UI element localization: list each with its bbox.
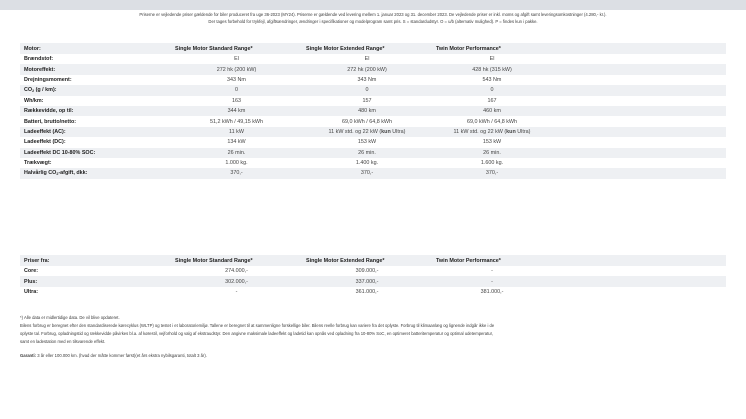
cell: 11 kW std. og 22 kW (kun Ultra) <box>432 127 552 137</box>
row-label: $CO_2$ (g / km): <box>20 85 171 95</box>
price-header-row <box>20 255 726 266</box>
row-label: Core: <box>24 268 39 275</box>
disclaimer-line-2: Der tages forbehold for trykfejl, afgiftsændringer, ændringer i specifikationer og modelprogram samt pris. S = standardudstyr. O = u/b (alternativ mulighed). P = findes kun i pakke. <box>208 18 538 24</box>
cell: 0 <box>171 85 302 95</box>
cell: 51,2 kWh / 49,15 kWh <box>209 118 264 125</box>
cell: 11 kW <box>171 127 302 137</box>
cell: 460 km <box>432 106 552 116</box>
cell: 0 <box>432 85 552 95</box>
cell: 69,0 kWh / 64,8 kWh <box>341 118 393 125</box>
cell: - <box>432 276 552 286</box>
table-row <box>20 106 726 116</box>
table-row <box>20 85 726 95</box>
table-row <box>20 116 726 126</box>
cell: 0 <box>302 85 432 95</box>
top-bar <box>0 0 746 10</box>
table-row <box>20 96 726 106</box>
price-header-label: Priser fra: <box>20 255 171 266</box>
spec-header-label: Motor: <box>20 43 171 54</box>
spec-col-standard: Single Motor Standard Range* <box>171 43 302 54</box>
row-label: Drejningsmoment: <box>24 76 72 83</box>
disclaimer-line-1: Priserne er vejledende priser gældende for biler produceret fra uge 36-2023 (MY24). Priserne er gældende ved levering mellem 1. januar 2023 og 31. december 2023. De vejledende priser er inkl. moms og afgift samt leveringsomkostninger (4.280,- kr.). <box>139 12 607 17</box>
cell: 302.000,- <box>171 276 302 286</box>
row-label: Motoreffekt: <box>20 64 171 74</box>
row-label: Plus: <box>20 276 171 286</box>
spec-header-row <box>20 43 726 54</box>
cell: - <box>491 268 493 275</box>
note-provisional: *) Alle data er midlertidige data. De vil blive opdateret. <box>20 315 120 320</box>
price-col-standard: Single Motor Standard Range* <box>171 255 302 266</box>
row-label: Ladeeffekt DC 10-80% SOC: <box>20 148 171 158</box>
cell: 274.000,- <box>225 268 248 275</box>
cell: 272 hk (200 kW) <box>302 64 432 74</box>
row-label: Rækkevidde, op til: <box>20 106 171 116</box>
cell: 343 Nm <box>357 76 377 83</box>
cell: 361.000,- <box>355 288 379 295</box>
guarantee-note: Garanti: 3 år eller 100.000 km. (hvad der måtte kommer først)(et års ekstra nybilsgaranti, totalt 3 år). <box>20 353 207 358</box>
cell: 272 hk (200 kW) <box>171 64 302 74</box>
row-label: Halvårlig $CO_2$-afgift, dkk: <box>20 168 171 178</box>
cell: 1.400 kg. <box>355 160 379 167</box>
cell: 157 <box>362 97 372 104</box>
table-row <box>20 75 726 85</box>
footnotes <box>20 314 726 360</box>
row-label: Brændstof: <box>24 56 54 63</box>
cell: - <box>235 288 238 295</box>
cell: 428 hk (315 kW) <box>432 64 552 74</box>
table-row <box>20 287 726 297</box>
table-row <box>20 137 726 147</box>
cell: 11 kW std. og 22 kW (kun Ultra) <box>302 127 432 137</box>
table-row <box>20 127 726 137</box>
cell: 309.000,- <box>355 268 379 275</box>
table-row <box>20 54 726 64</box>
cell: 370,- <box>171 168 302 178</box>
cell: 1.000 kg. <box>225 160 248 167</box>
spec-col-twin: Twin Motor Performance* <box>432 43 552 54</box>
cell: 1.600 kg. <box>480 160 504 167</box>
spec-col-extended: Single Motor Extended Range* <box>302 43 432 54</box>
spec-table <box>20 43 726 179</box>
table-row <box>20 148 726 158</box>
table-row <box>20 276 726 286</box>
price-table <box>20 255 726 297</box>
cell: 26 min. <box>432 148 552 158</box>
note-wltp-2: oplyste tal. Forbrug, opladningstid og rækkevidde påvirkes bl.a. af kørestil, vejforhold og valg af ekstraudstyr. Den angivne maksimale ladeeffekt og ladetid kan opnås ved opladning fra 10-80% SoC, en optimeret batteritemperatur og optimal udetemperatur, <box>20 331 493 336</box>
cell: 370,- <box>432 168 552 178</box>
cell: 26 min. <box>302 148 432 158</box>
row-label: Trækvægt: <box>24 160 52 167</box>
row-label: Ladeeffekt (DC): <box>24 139 66 146</box>
cell: 344 km <box>171 106 302 116</box>
cell: 480 km <box>302 106 432 116</box>
cell: 381.000,- <box>480 288 504 295</box>
row-label: Ladeeffekt (AC): <box>20 127 171 137</box>
price-col-extended: Single Motor Extended Range* <box>302 255 432 266</box>
cell: 543 Nm <box>482 76 502 83</box>
note-wltp-3: samt en ladestation med en tilsvarende effekt. <box>20 339 106 344</box>
cell: El <box>364 56 370 63</box>
cell: 134 kW <box>227 139 246 146</box>
cell: El <box>234 56 239 63</box>
cell: 370,- <box>302 168 432 178</box>
cell: 26 min. <box>171 148 302 158</box>
note-wltp-1: Bilens forbrug er beregnet efter den standardiserede kørecyklus (WLTP) og testet i et laboratoriemiljø. Tallene er beregnet til at sammenligne forskellige biler. Bilens reelle forbrug kan variere fra det oplyste. Forbrug til klimaanlæg og lignende indgår ikke i de <box>20 323 495 328</box>
cell: 153 kW <box>482 139 502 146</box>
price-col-twin: Twin Motor Performance* <box>432 255 552 266</box>
row-label: Ultra: <box>24 288 39 295</box>
cell: 69,0 kWh / 64,8 kWh <box>466 118 518 125</box>
row-label: Batteri, brutto/netto: <box>24 118 77 125</box>
cell: 337.000,- <box>302 276 432 286</box>
cell: 153 kW <box>357 139 377 146</box>
row-label: Wh/km: <box>24 97 44 104</box>
table-row <box>20 64 726 74</box>
cell: 343 Nm <box>227 76 246 83</box>
cell: 163 <box>232 97 241 104</box>
cell: 167 <box>487 97 497 104</box>
cell: El <box>489 56 495 63</box>
table-row <box>20 266 726 276</box>
table-row <box>20 168 726 178</box>
price-disclaimer <box>20 12 726 25</box>
table-row <box>20 158 726 168</box>
